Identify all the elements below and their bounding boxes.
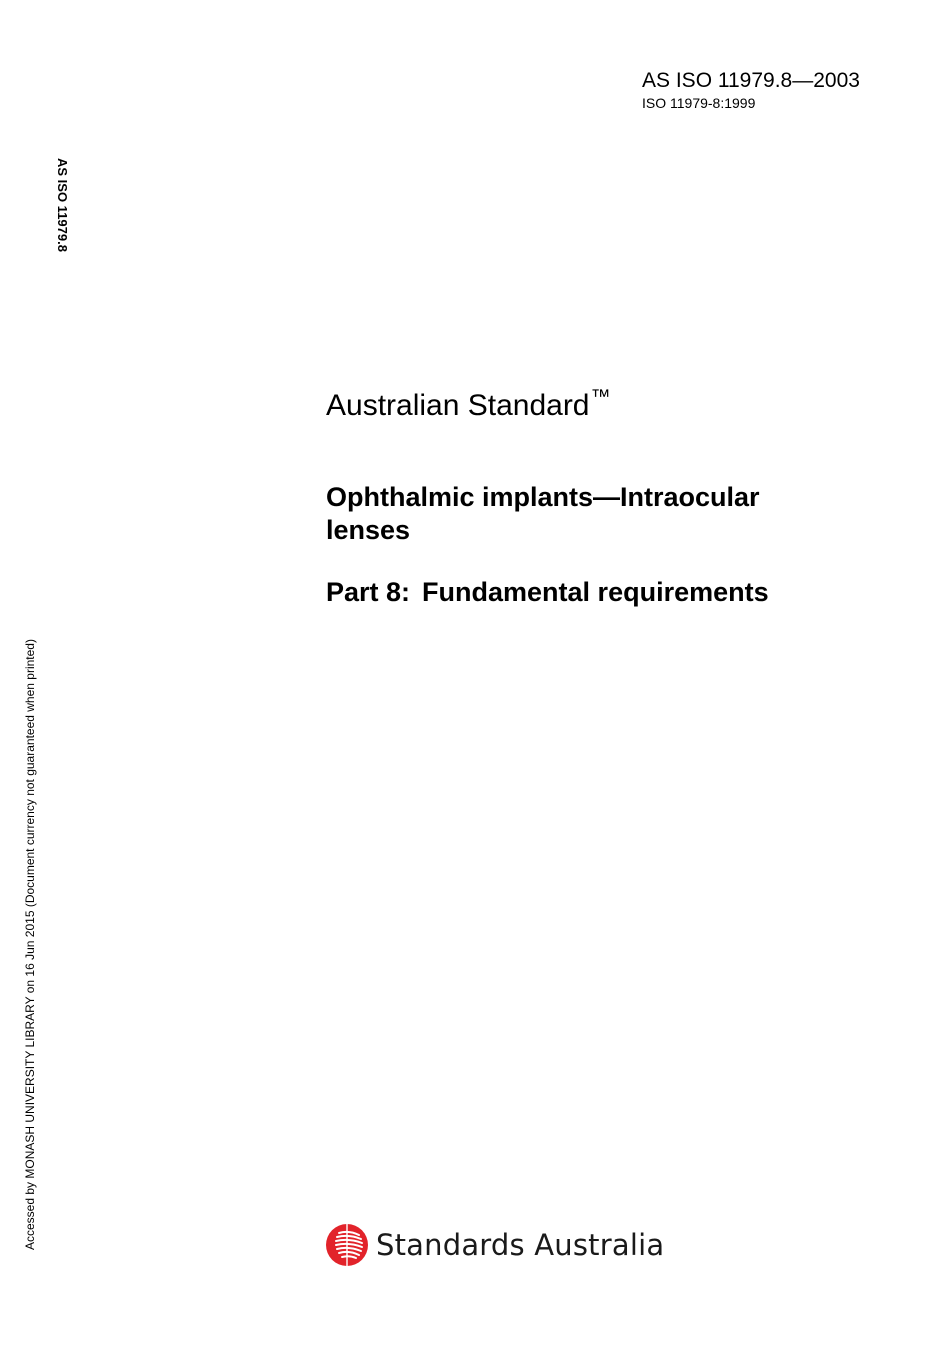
standard-type-text: Australian Standard — [326, 389, 590, 422]
standard-number: AS ISO 11979.8—2003 — [642, 69, 860, 92]
trademark-symbol: ™ — [590, 386, 611, 408]
standard-type-heading — [326, 379, 611, 424]
publisher-name: Standards Australia — [376, 1228, 665, 1262]
spine-standard-code: AS ISO 11979.8 — [55, 158, 70, 252]
iso-number: ISO 11979-8:1999 — [642, 95, 756, 111]
publisher-logo — [325, 1222, 664, 1268]
document-part-heading — [326, 576, 769, 609]
standards-australia-emblem-icon — [325, 1223, 369, 1267]
access-note: Accessed by MONASH UNIVERSITY LIBRARY on 16 Jun 2015 (Document currency not guaranteed when printed) — [23, 639, 37, 1250]
part-title: Fundamental requirements — [422, 577, 769, 607]
part-label: Part 8: — [326, 577, 411, 607]
document-title: Ophthalmic implants—Intraocular lenses — [326, 482, 760, 545]
